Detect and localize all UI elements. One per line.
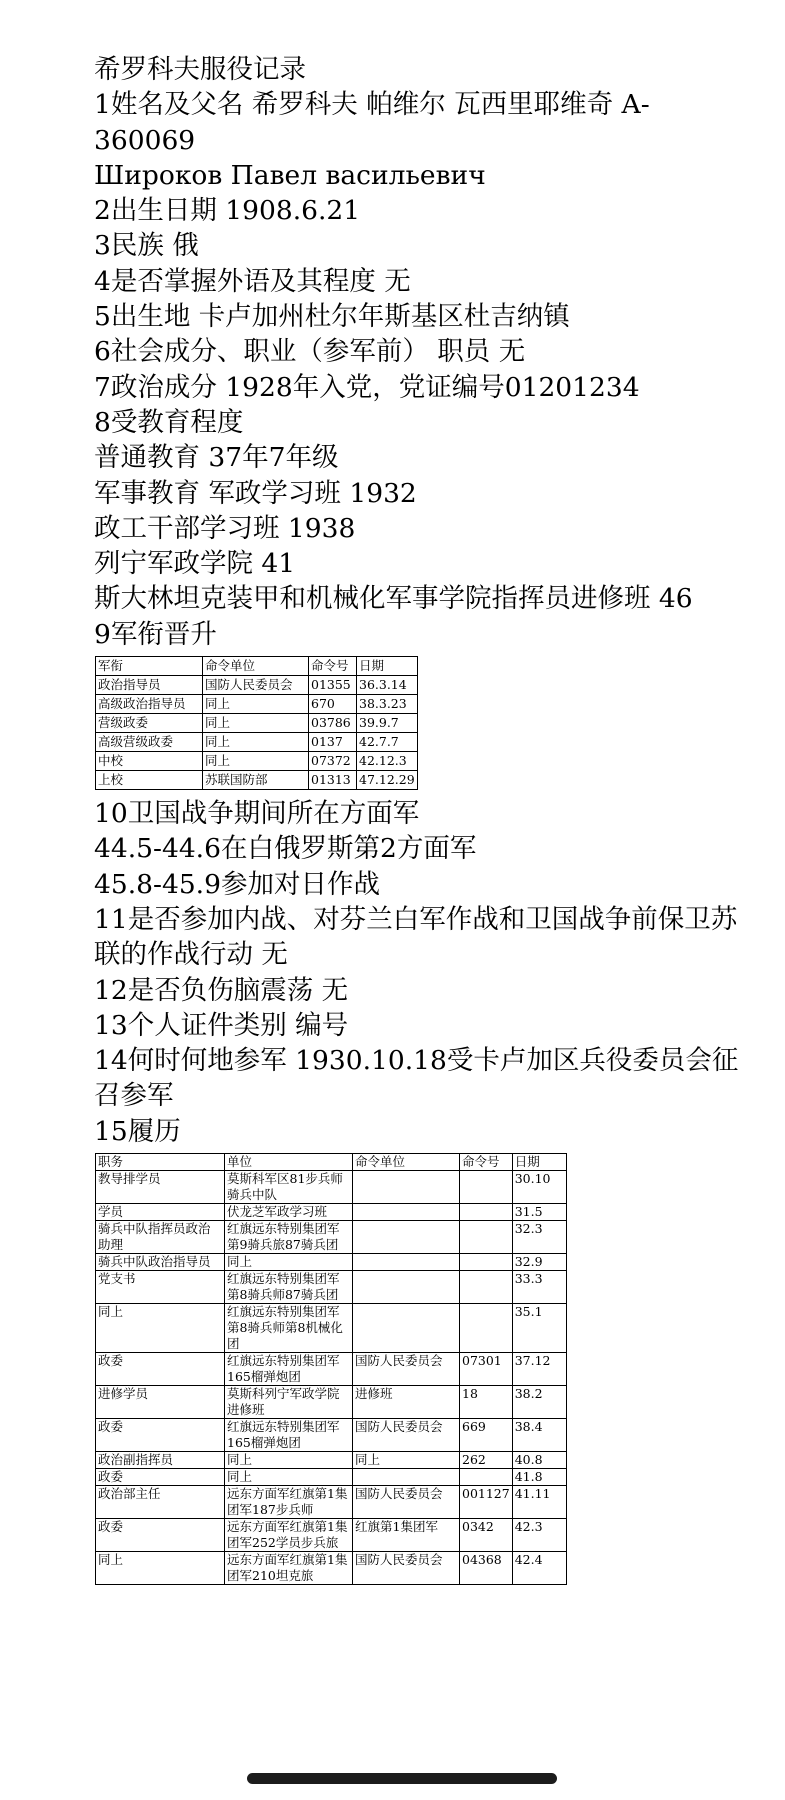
table-cell: 同上 [203, 752, 309, 771]
table-cell: 670 [309, 695, 357, 714]
field-enlistment: 14何时何地参军 1930.10.18受卡卢加区兵役委员会征召参军 [94, 1045, 739, 1112]
career-table-body [96, 1154, 567, 1585]
career-row [96, 1353, 567, 1386]
table-cell: 同上 [203, 714, 309, 733]
header-cell: 命令号 [309, 657, 357, 676]
rank-row [96, 676, 418, 695]
table-cell: 上校 [96, 771, 203, 790]
table-cell: 政委 [96, 1419, 225, 1452]
table-cell: 42.4 [512, 1552, 566, 1585]
header-cell: 单位 [225, 1154, 353, 1171]
career-row [96, 1486, 567, 1519]
table-cell: 03786 [309, 714, 357, 733]
table-cell [460, 1221, 513, 1254]
table-cell: 0137 [309, 733, 357, 752]
table-cell: 同上 [353, 1452, 460, 1469]
rank-row [96, 752, 418, 771]
table-cell: 国防人民委员会 [353, 1486, 460, 1519]
table-cell [460, 1204, 513, 1221]
table-cell: 骑兵中队政治指导员 [96, 1254, 225, 1271]
education-lenin-academy: 列宁军政学院 41 [94, 548, 296, 580]
table-cell: 政治部主任 [96, 1486, 225, 1519]
rank-row [96, 733, 418, 752]
table-cell: 教导排学员 [96, 1171, 225, 1204]
table-cell: 31.5 [512, 1204, 566, 1221]
table-cell: 42.3 [512, 1519, 566, 1552]
table-cell [353, 1254, 460, 1271]
table-cell: 36.3.14 [357, 676, 418, 695]
field-prewar-operations: 11是否参加内战、对芬兰白军作战和卫国战争前保卫苏联的作战行动 无 [94, 903, 738, 971]
table-cell: 政委 [96, 1469, 225, 1486]
table-cell: 04368 [460, 1552, 513, 1585]
header-cell: 日期 [512, 1154, 566, 1171]
front-japan: 45.8-45.9参加对日作战 [94, 868, 380, 900]
table-cell: 远东方面军红旗第1集团军187步兵师 [225, 1486, 353, 1519]
table-cell: 苏联国防部 [203, 771, 309, 790]
table-cell: 红旗远东特别集团军第9骑兵旅87骑兵团 [225, 1221, 353, 1254]
field-rank-promotion: 9军衔晋升 [94, 618, 217, 650]
document-title: 希罗科夫服役记录 [94, 54, 306, 85]
career-table [95, 1153, 567, 1585]
field-birthplace: 5出生地 卡卢加州杜尔年斯基区杜吉纳镇 [94, 301, 570, 333]
career-row [96, 1519, 567, 1552]
rank-row [96, 714, 418, 733]
table-cell: 学员 [96, 1204, 225, 1221]
table-cell: 001127 [460, 1486, 513, 1519]
table-cell: 伏龙芝军政学习班 [225, 1204, 353, 1221]
field-name-russian: Широков Павел васильевич [94, 159, 486, 191]
table-cell: 政治副指挥员 [96, 1452, 225, 1469]
table-cell: 同上 [96, 1304, 225, 1353]
field-wounds: 12是否负伤脑震荡 无 [94, 974, 349, 1006]
table-cell: 高级营级政委 [96, 733, 203, 752]
career-row [96, 1271, 567, 1304]
table-cell: 同上 [96, 1552, 225, 1585]
table-cell: 39.9.7 [357, 714, 418, 733]
home-indicator[interactable] [247, 1773, 557, 1784]
header-cell: 命令单位 [203, 657, 309, 676]
career-row [96, 1204, 567, 1221]
table-cell [353, 1221, 460, 1254]
table-cell: 国防人民委员会 [203, 676, 309, 695]
career-row [96, 1419, 567, 1452]
education-political-course: 政工干部学习班 1938 [94, 512, 356, 544]
table-cell [353, 1304, 460, 1353]
table-cell: 远东方面军红旗第1集团军252学员步兵旅 [225, 1519, 353, 1552]
table-cell: 07301 [460, 1353, 513, 1386]
rank-row-header [96, 657, 418, 676]
service-record-document [94, 52, 754, 1585]
table-cell: 18 [460, 1386, 513, 1419]
career-row [96, 1221, 567, 1254]
table-cell: 远东方面军红旗第1集团军210坦克旅 [225, 1552, 353, 1585]
table-cell: 红旗远东特别集团军165榴弹炮团 [225, 1419, 353, 1452]
career-row [96, 1171, 567, 1204]
field-social-status: 6社会成分、职业（参军前） 职员 无 [94, 336, 526, 368]
header-cell: 日期 [357, 657, 418, 676]
table-cell: 0342 [460, 1519, 513, 1552]
table-cell: 42.12.3 [357, 752, 418, 771]
table-cell: 国防人民委员会 [353, 1419, 460, 1452]
table-cell [460, 1469, 513, 1486]
table-cell [460, 1171, 513, 1204]
table-cell: 32.3 [512, 1221, 566, 1254]
table-cell: 35.1 [512, 1304, 566, 1353]
table-cell: 中校 [96, 752, 203, 771]
table-cell: 进修班 [353, 1386, 460, 1419]
education-military: 军事教育 军政学习班 1932 [94, 477, 417, 509]
table-cell: 40.8 [512, 1452, 566, 1469]
table-cell [460, 1271, 513, 1304]
career-row [96, 1469, 567, 1486]
table-cell: 38.2 [512, 1386, 566, 1419]
field-ethnicity: 3民族 俄 [94, 230, 199, 262]
career-row-header [96, 1154, 567, 1171]
header-cell: 军衔 [96, 657, 203, 676]
field-documents: 13个人证件类别 编号 [94, 1009, 349, 1041]
table-cell: 莫斯科军区81步兵师骑兵中队 [225, 1171, 353, 1204]
header-cell: 命令单位 [353, 1154, 460, 1171]
table-cell [353, 1171, 460, 1204]
table-cell: 33.3 [512, 1271, 566, 1304]
field-birth-date: 2出生日期 1908.6.21 [94, 195, 361, 227]
table-cell: 国防人民委员会 [353, 1552, 460, 1585]
table-cell: 32.9 [512, 1254, 566, 1271]
rank-promotion-table [95, 656, 418, 790]
career-row [96, 1386, 567, 1419]
table-cell: 07372 [309, 752, 357, 771]
table-cell: 党支书 [96, 1271, 225, 1304]
table-cell: 红旗第1集团军 [353, 1519, 460, 1552]
table-cell: 同上 [203, 695, 309, 714]
table-cell [460, 1304, 513, 1353]
table-cell: 37.12 [512, 1353, 566, 1386]
table-cell: 38.4 [512, 1419, 566, 1452]
table-cell: 红旗远东特别集团军第8骑兵师87骑兵团 [225, 1271, 353, 1304]
table-cell: 政委 [96, 1519, 225, 1552]
career-row [96, 1552, 567, 1585]
rank-table-body [96, 657, 418, 790]
table-cell: 政委 [96, 1353, 225, 1386]
table-cell: 莫斯科列宁军政学院进修班 [225, 1386, 353, 1419]
field-name: 1姓名及父名 希罗科夫 帕维尔 瓦西里耶维奇 A- [94, 89, 650, 121]
field-education: 8受教育程度 [94, 406, 244, 438]
table-cell: 41.11 [512, 1486, 566, 1519]
rank-row [96, 771, 418, 790]
table-cell [460, 1254, 513, 1271]
education-stalin-academy: 斯大林坦克装甲和机械化军事学院指挥员进修班 46 [94, 583, 693, 615]
table-cell [353, 1469, 460, 1486]
table-cell: 47.12.29 [357, 771, 418, 790]
table-cell: 42.7.7 [357, 733, 418, 752]
table-cell: 红旗远东特别集团军第8骑兵师第8机械化团 [225, 1304, 353, 1353]
table-cell: 同上 [225, 1469, 353, 1486]
table-cell: 669 [460, 1419, 513, 1452]
table-cell: 政治指导员 [96, 676, 203, 695]
header-cell: 命令号 [460, 1154, 513, 1171]
field-political-status: 7政治成分 1928年入党，党证编号01201234 [94, 371, 640, 403]
table-cell: 01355 [309, 676, 357, 695]
table-cell: 38.3.23 [357, 695, 418, 714]
table-cell [353, 1204, 460, 1221]
education-general: 普通教育 37年7年级 [94, 442, 339, 474]
field-name-continued: 360069 [94, 124, 196, 156]
table-cell: 红旗远东特别集团军165榴弹炮团 [225, 1353, 353, 1386]
field-foreign-language: 4是否掌握外语及其程度 无 [94, 265, 411, 297]
table-cell: 262 [460, 1452, 513, 1469]
table-cell: 41.8 [512, 1469, 566, 1486]
table-cell: 同上 [203, 733, 309, 752]
table-cell: 骑兵中队指挥员政治助理 [96, 1221, 225, 1254]
field-career: 15履历 [94, 1115, 181, 1147]
table-cell: 营级政委 [96, 714, 203, 733]
table-cell: 高级政治指导员 [96, 695, 203, 714]
table-cell: 进修学员 [96, 1386, 225, 1419]
table-cell: 01313 [309, 771, 357, 790]
table-cell: 国防人民委员会 [353, 1353, 460, 1386]
front-belorussian: 44.5-44.6在白俄罗斯第2方面军 [94, 833, 477, 865]
table-cell [353, 1271, 460, 1304]
career-row [96, 1254, 567, 1271]
header-cell: 职务 [96, 1154, 225, 1171]
table-cell: 30.10 [512, 1171, 566, 1204]
career-row [96, 1304, 567, 1353]
rank-row [96, 695, 418, 714]
field-front: 10卫国战争期间所在方面军 [94, 798, 420, 830]
table-cell: 同上 [225, 1254, 353, 1271]
table-cell: 同上 [225, 1452, 353, 1469]
career-row [96, 1452, 567, 1469]
